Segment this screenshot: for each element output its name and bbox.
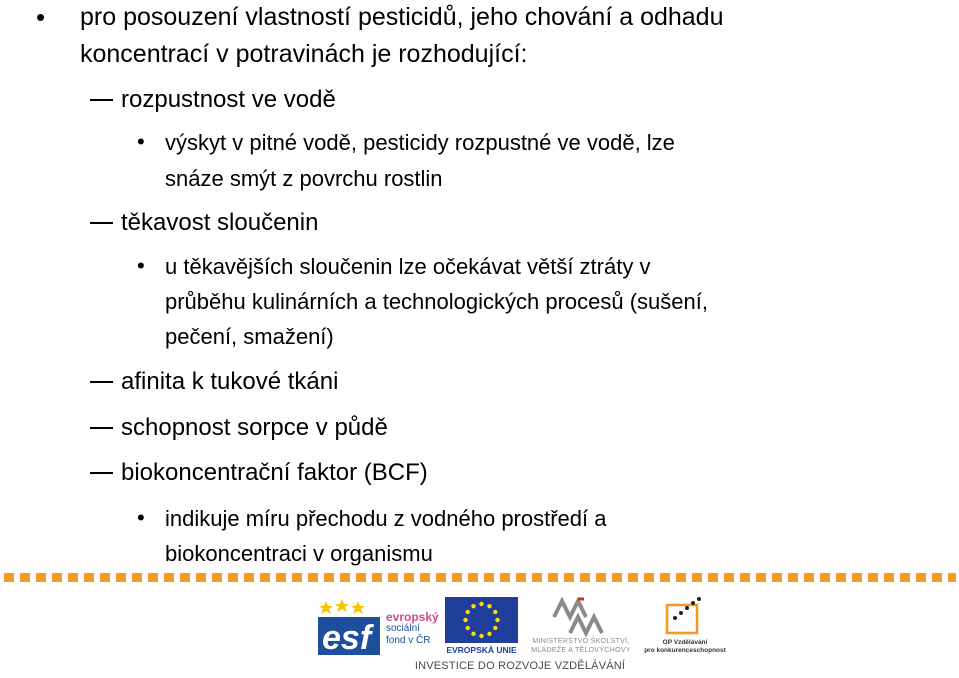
msmt-text-line2: MLÁDEŽE A TĚLOVÝCHOVY bbox=[531, 647, 631, 654]
footer-tagline: INVESTICE DO ROZVOJE VZDĚLÁVÁNÍ bbox=[414, 660, 626, 672]
dash-icon bbox=[90, 381, 113, 383]
esf-logo bbox=[316, 597, 444, 657]
dash-icon bbox=[90, 222, 113, 224]
eu-flag-icon bbox=[445, 597, 518, 643]
sub2-detail-line3: pečení, smažení) bbox=[165, 324, 334, 349]
op-text-line2: pro konkurenceschopnost bbox=[644, 647, 726, 654]
sub1-label: rozpustnost ve vodě bbox=[121, 86, 336, 113]
bullet-icon: • bbox=[137, 129, 145, 154]
sub2-detail-line1: u těkavějších sloučenin lze očekávat větší ztráty v bbox=[165, 254, 651, 279]
msmt-logo bbox=[520, 597, 642, 657]
dash-icon bbox=[90, 427, 113, 429]
msmt-text-line1: MINISTERSTVO ŠKOLSTVÍ, bbox=[532, 638, 630, 645]
bullet-icon: • bbox=[137, 505, 145, 530]
op-logo bbox=[644, 597, 726, 657]
sub1-detail-line1: výskyt v pitné vodě, pesticidy rozpustné ve vodě, lze bbox=[165, 130, 675, 155]
sub4-label: schopnost sorpce v půdě bbox=[121, 414, 388, 441]
msmt-symbol-icon bbox=[548, 597, 608, 637]
sub2-detail-line2: průběhu kulinárních a technologických procesů (sušení, bbox=[165, 289, 708, 314]
svg-text:esf: esf bbox=[322, 619, 372, 657]
sub3-label: afinita k tukové tkáni bbox=[121, 368, 339, 395]
bullet-icon: • bbox=[137, 253, 145, 278]
sub1-detail-line2: snáze smýt z povrchu rostlin bbox=[165, 166, 443, 191]
sub2-label: těkavost sloučenin bbox=[121, 209, 319, 236]
orange-dashed-divider bbox=[4, 573, 956, 582]
op-text-line1: OP Vzdělávání bbox=[662, 639, 708, 646]
sub5-detail-line2: biokoncentraci v organismu bbox=[165, 541, 433, 566]
eu-logo bbox=[445, 597, 518, 657]
esf-text-line2: sociální bbox=[386, 623, 420, 634]
esf-text-line3: fond v ČR bbox=[386, 635, 431, 646]
sub5-detail-line1: indikuje míru přechodu z vodného prostředí a bbox=[165, 506, 607, 531]
bullet-icon: • bbox=[36, 2, 46, 32]
eu-label: EVROPSKÁ UNIE bbox=[446, 645, 517, 655]
item1-line2: koncentrací v potravinách je rozhodující: bbox=[80, 40, 528, 68]
dash-icon bbox=[90, 472, 113, 474]
item1-line1: pro posouzení vlastností pesticidů, jeho chování a odhadu bbox=[80, 3, 724, 31]
dash-icon bbox=[90, 99, 113, 101]
sub5-label: biokoncentrační faktor (BCF) bbox=[121, 459, 428, 486]
op-dots-icon bbox=[663, 597, 707, 637]
esf-text-line1: evropský bbox=[386, 610, 439, 624]
